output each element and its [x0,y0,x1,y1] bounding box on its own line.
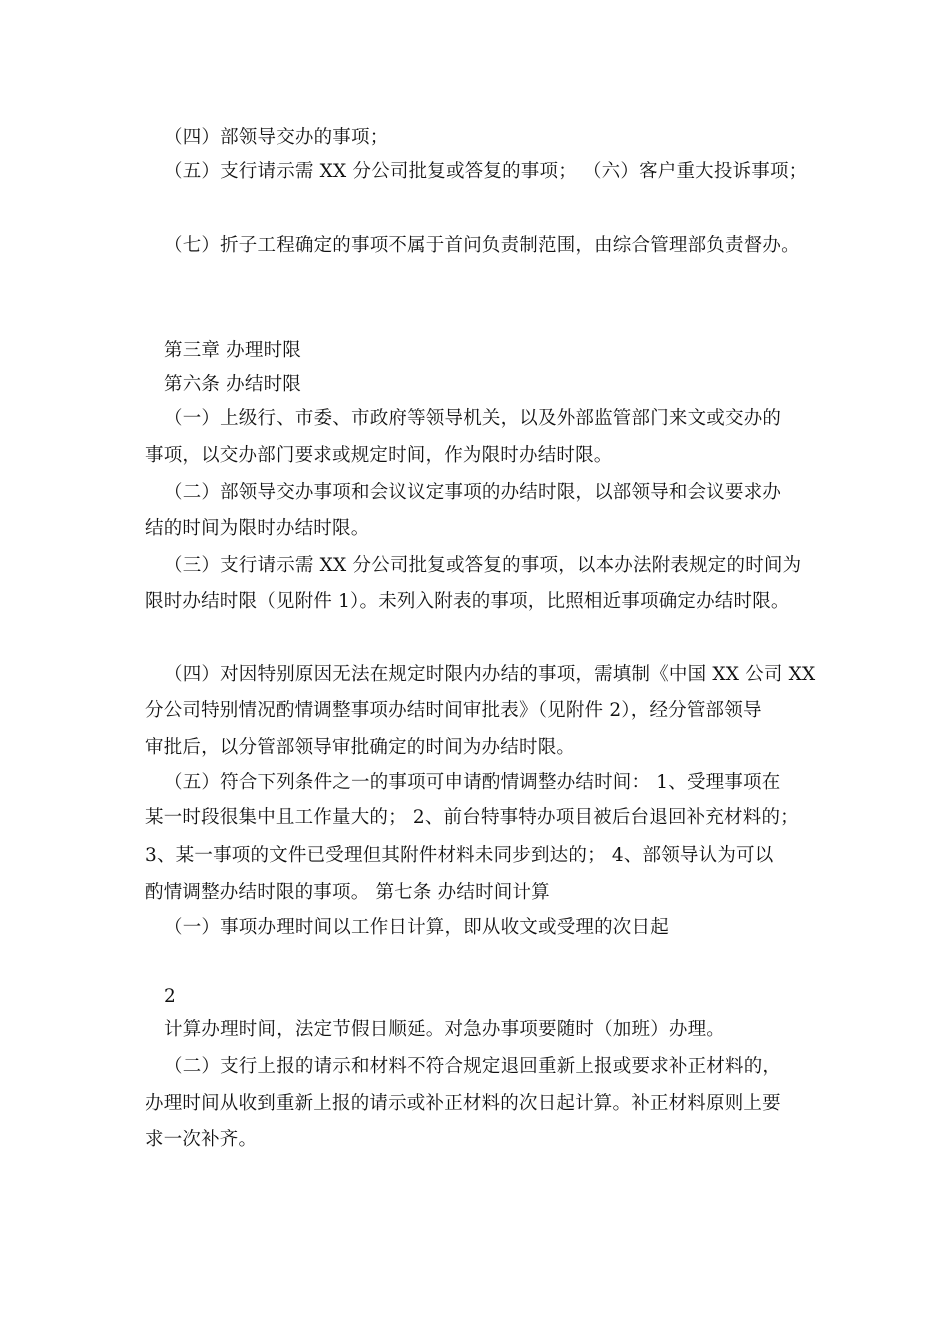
paragraph-line: 酌情调整办结时限的事项。 第七条 办结时间计算 [145,882,550,903]
paragraph-line: （五）支行请示需 XX 分公司批复或答复的事项； （六）客户重大投诉事项； [164,161,808,182]
paragraph-line: 求一次补齐。 [145,1129,258,1150]
paragraph-line: （二）部领导交办事项和会议议定事项的办结时限，以部领导和会议要求办 [164,482,782,503]
paragraph-line: 限时办结时限（见附件 1）。未列入附表的事项，比照相近事项确定办结时限。 [145,591,790,612]
paragraph-line: （七）折子工程确定的事项不属于首问负责制范围，由综合管理部负责督办。 [164,235,800,256]
paragraph-line: 计算办理时间，法定节假日顺延。对急办事项要随时（加班）办理。 [164,1019,726,1040]
chapter-heading: 第三章 办理时限 [164,340,301,361]
paragraph-line: （三）支行请示需 XX 分公司批复或答复的事项，以本办法附表规定的时间为 [164,555,802,576]
paragraph-line: （一）上级行、市委、市政府等领导机关，以及外部监管部门来文或交办的 [164,408,782,429]
page-number: 2 [164,986,176,1007]
paragraph-line: （二）支行上报的请示和材料不符合规定退回重新上报或要求补正材料的， [164,1056,782,1077]
paragraph-line: （四）部领导交办的事项； [164,127,389,148]
paragraph-line: 结的时间为限时办结时限。 [145,518,370,539]
paragraph-line: 3、某一事项的文件已受理但其附件材料未同步到达的； 4、部领导认为可以 [145,845,774,866]
paragraph-line: （五）符合下列条件之一的事项可申请酌情调整办结时间： 1、受理事项在 [164,772,781,793]
paragraph-line: 审批后，以分管部领导审批确定的时间为办结时限。 [145,737,576,758]
paragraph-line: （四）对因特别原因无法在规定时限内办结的事项，需填制《中国 XX 公司 XX [164,664,816,685]
paragraph-line: 分公司特别情况酌情调整事项办结时间审批表》（见附件 2），经分管部领导 [145,700,762,721]
paragraph-line: 办理时间从收到重新上报的请示或补正材料的次日起计算。补正材料原则上要 [145,1093,781,1114]
paragraph-line: 某一时段很集中且工作量大的； 2、前台特事特办项目被后台退回补充材料的； [145,807,799,828]
article-heading: 第六条 办结时限 [164,374,301,395]
paragraph-line: （一）事项办理时间以工作日计算，即从收文或受理的次日起 [164,917,669,938]
paragraph-line: 事项，以交办部门要求或规定时间，作为限时办结时限。 [145,445,613,466]
